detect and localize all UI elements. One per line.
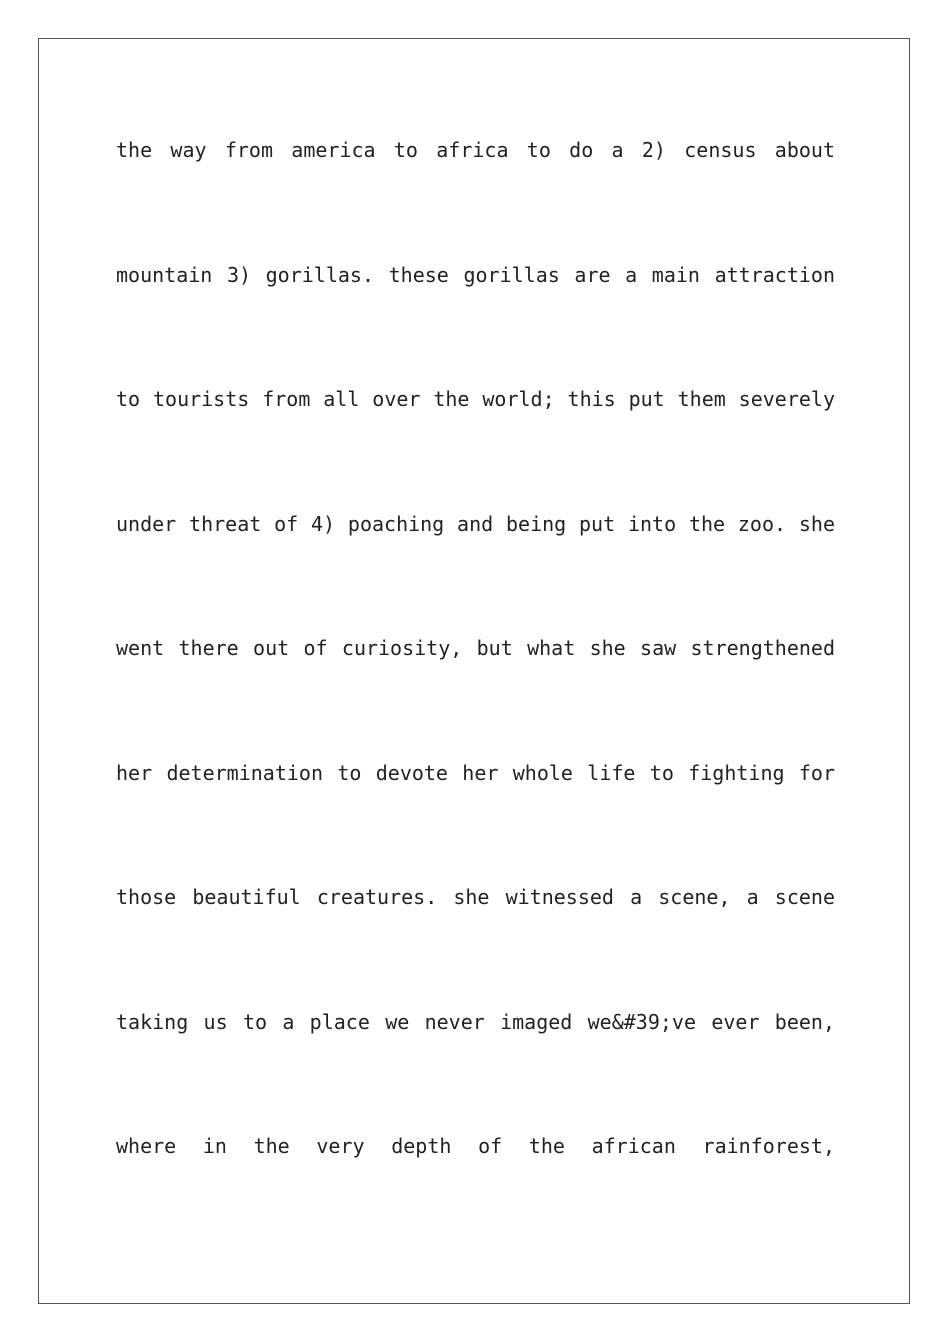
text-line: taking us to a place we never imaged we&#39;ve ever been,	[116, 1009, 835, 1034]
text-line: mountain 3) gorillas. these gorillas are a main attraction	[116, 262, 835, 287]
text-line: under threat of 4) poaching and being put into the zoo. she	[116, 511, 835, 536]
text-line: where in the very depth of the african rainforest,	[116, 1134, 835, 1158]
text-line: to tourists from all over the world; this put them severely	[116, 387, 835, 411]
text-line: the way from america to africa to do a 2) census about	[116, 138, 835, 162]
document-body	[116, 136, 835, 1257]
text-line: her determination to devote her whole life to fighting for	[116, 760, 835, 785]
text-line: went there out of curiosity, but what she saw strengthened	[116, 636, 835, 660]
text-line: those beautiful creatures. she witnessed a scene, a scene	[116, 885, 835, 909]
